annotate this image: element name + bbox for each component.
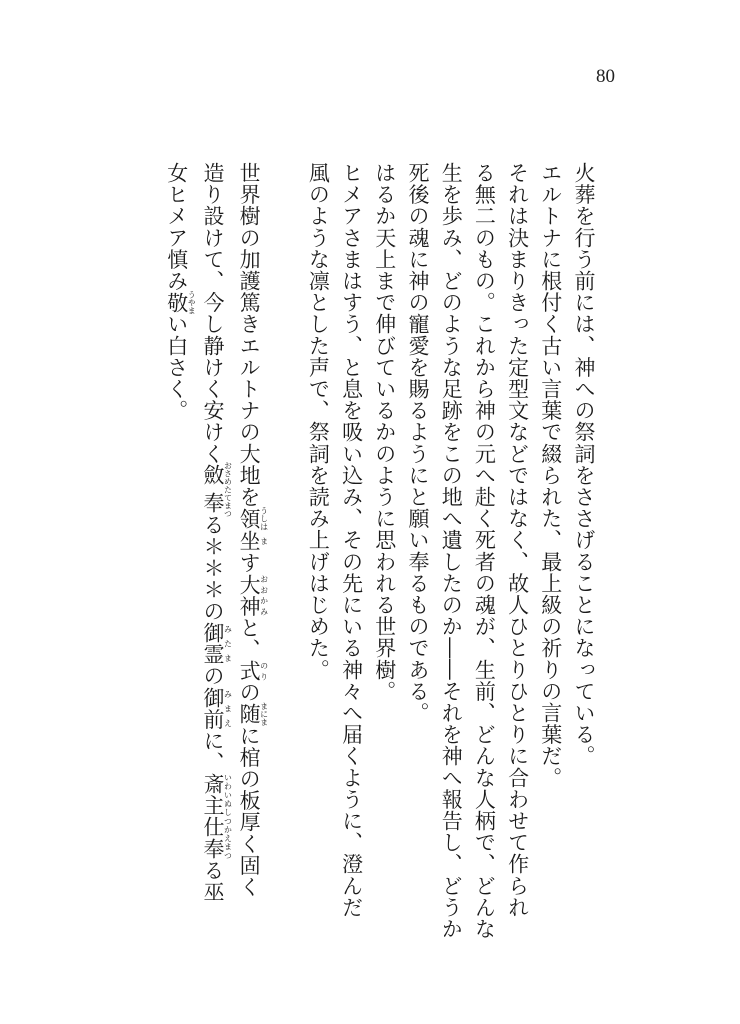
ruby-base: 斎主仕奉 xyxy=(200,773,225,860)
ruby-word xyxy=(237,506,269,531)
ruby-base: 随 xyxy=(237,702,262,727)
vertical-text-body xyxy=(160,162,600,982)
blank-line xyxy=(268,162,301,982)
text-run: す xyxy=(237,552,262,574)
prayer-line-1 xyxy=(232,162,268,982)
ruby-base: 領 xyxy=(237,506,262,531)
text-run: い白さく。 xyxy=(164,313,189,422)
text-run: の xyxy=(237,681,262,704)
text-line: エルトナに根付く古い言葉で綴られた、最上級の祈りの言葉だ。 xyxy=(538,162,563,789)
text-run: 女ヒメア慎み xyxy=(164,162,189,292)
ruby-reading: みまえ xyxy=(223,686,233,731)
text-line: る無二のもの。これから神の元へ赴く死者の魂が、生前、どんな人柄で、どんな xyxy=(472,162,497,940)
ruby-word xyxy=(237,660,269,682)
text-run: 造り設けて、今し静けく安けく xyxy=(200,162,225,465)
text-line: 風のような凛とした声で、祭詞を読み上げはじめた。 xyxy=(306,162,331,681)
ruby-word xyxy=(237,530,269,553)
ruby-word xyxy=(200,773,233,860)
text-run: に棺の板厚く固く xyxy=(237,724,262,898)
ruby-reading: うしは xyxy=(259,506,269,531)
ruby-base: 敬 xyxy=(164,290,189,315)
text-run: 世界樹の加護篤きエルトナの大地を xyxy=(237,162,262,508)
ruby-base: 式 xyxy=(237,660,262,682)
text-run: に、 xyxy=(200,730,225,774)
ruby-reading: みたま xyxy=(223,622,233,666)
prayer-line-2 xyxy=(196,162,232,982)
prayer-line-3 xyxy=(160,162,196,982)
text-line: ヒメアさまはすう、と息を吸い込み、その先にいる神々へ届くように、澄んだ xyxy=(339,162,364,918)
text-line: 火葬を行う前には、神への祭詞をささげることになっている。 xyxy=(572,162,596,767)
ruby-reading: おおかみ xyxy=(259,573,269,617)
text-run: る巫 xyxy=(200,859,225,903)
ruby-word xyxy=(164,290,197,315)
text-run: の xyxy=(200,665,225,687)
ruby-word xyxy=(237,573,269,617)
text-line: 生を歩み、どのような足跡をこの地へ遺したのか――それを神へ報告し、どうか xyxy=(439,162,464,940)
ruby-word xyxy=(200,461,233,518)
ruby-word xyxy=(200,686,233,731)
ruby-word xyxy=(200,622,233,666)
text-line: はるか天上まで伸びているかのように思われる世界樹。 xyxy=(372,162,397,702)
text-run: る＊＊＊の xyxy=(200,514,225,623)
text-line: 死後の魂に神の寵愛を賜るようにと願い奉るものである。 xyxy=(405,162,430,724)
ruby-base: 御霊 xyxy=(200,622,225,666)
text-run: と、 xyxy=(237,616,262,661)
ruby-reading: まにま xyxy=(259,702,269,727)
ruby-base: 大神 xyxy=(237,573,262,617)
ruby-reading: うやま xyxy=(187,290,197,315)
ruby-base: 坐 xyxy=(237,530,262,553)
ruby-reading: ま xyxy=(259,530,269,552)
ruby-reading: いわいぬしつかえまつ xyxy=(223,773,233,860)
ruby-word xyxy=(237,702,269,727)
ruby-reading: おさめたてまつ xyxy=(223,461,233,518)
ruby-reading: のり xyxy=(259,660,269,682)
ruby-base: 斂奉 xyxy=(200,461,225,518)
ruby-base: 御前 xyxy=(200,686,225,731)
text-line: それは決まりきった定型文などではなく、故人ひとりひとりに合わせて作られ xyxy=(505,162,530,918)
page-number: 80 xyxy=(596,66,615,87)
